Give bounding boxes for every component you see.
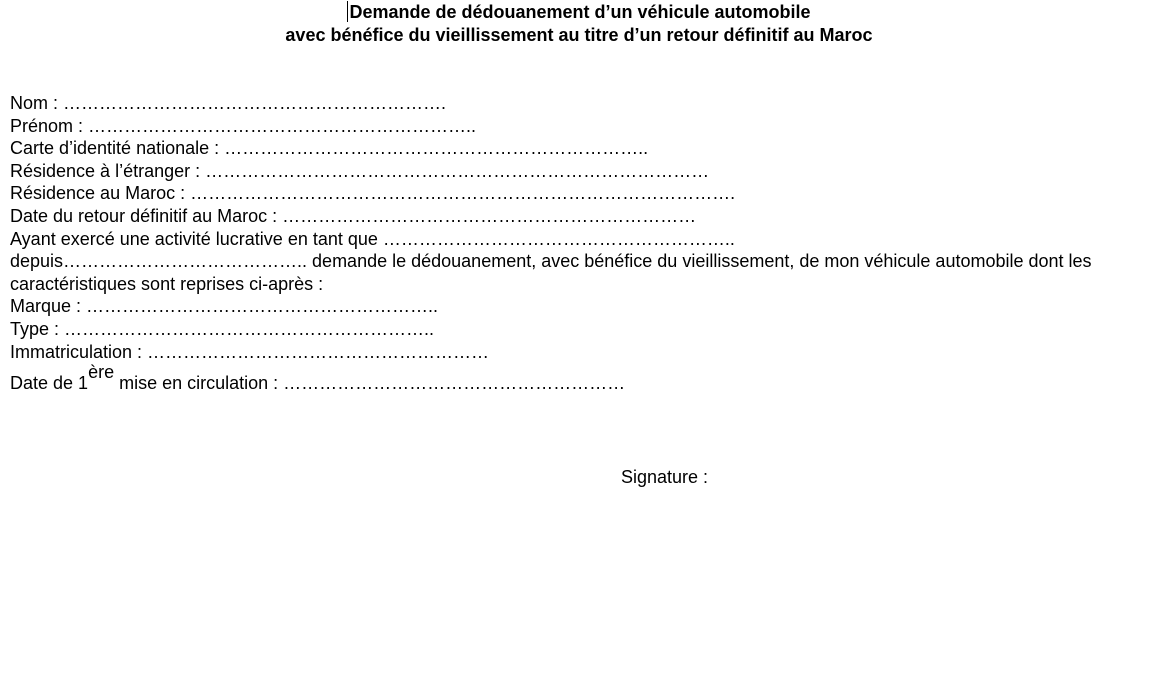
- circulation-prefix: Date de 1: [10, 373, 89, 394]
- circulation-superscript: ère: [88, 362, 115, 383]
- field-carte-identite[interactable]: Carte d’identité nationale : ……………………………………………………………..: [10, 138, 649, 159]
- field-marque[interactable]: Marque : …………………………………………………..: [10, 296, 439, 317]
- field-residence-etranger[interactable]: Résidence à l’étranger : …………………………………………………………………………: [10, 160, 710, 181]
- field-immatriculation[interactable]: Immatriculation : …………………………………………………: [10, 341, 490, 362]
- field-residence-maroc[interactable]: Résidence au Maroc : ……………………………………………………………………………….: [10, 183, 736, 204]
- circulation-suffix: mise en circulation : …………………………………………………: [114, 373, 626, 394]
- signature-label: Signature :: [621, 467, 709, 487]
- form-body: [10, 92, 1150, 395]
- field-depuis-paragraph[interactable]: depuis………………………………….. demande le dédouanement, avec bénéfice du vieillissement, de mon véhicule automobile dont les caractéristiques sont reprises ci-après :: [10, 251, 1092, 294]
- title-line-1-text: Demande de dédouanement d’un véhicule automobile: [349, 2, 811, 22]
- field-nom[interactable]: Nom : ……………………………………………………….: [10, 93, 447, 113]
- field-prenom[interactable]: Prénom : ………………………………………………………..: [10, 115, 477, 136]
- document-title-line-1: [0, 1, 1158, 23]
- field-type[interactable]: Type : ……………………………………………………..: [10, 318, 435, 339]
- field-date-mise-en-circulation[interactable]: [10, 362, 1150, 395]
- field-date-retour[interactable]: Date du retour définitif au Maroc : ……………………………………………………………: [10, 205, 697, 226]
- document-title-line-2: avec bénéfice du vieillissement au titre d’un retour définitif au Maroc: [285, 25, 873, 45]
- field-activite[interactable]: Ayant exercé une activité lucrative en tant que …………………………………………………..: [10, 228, 735, 249]
